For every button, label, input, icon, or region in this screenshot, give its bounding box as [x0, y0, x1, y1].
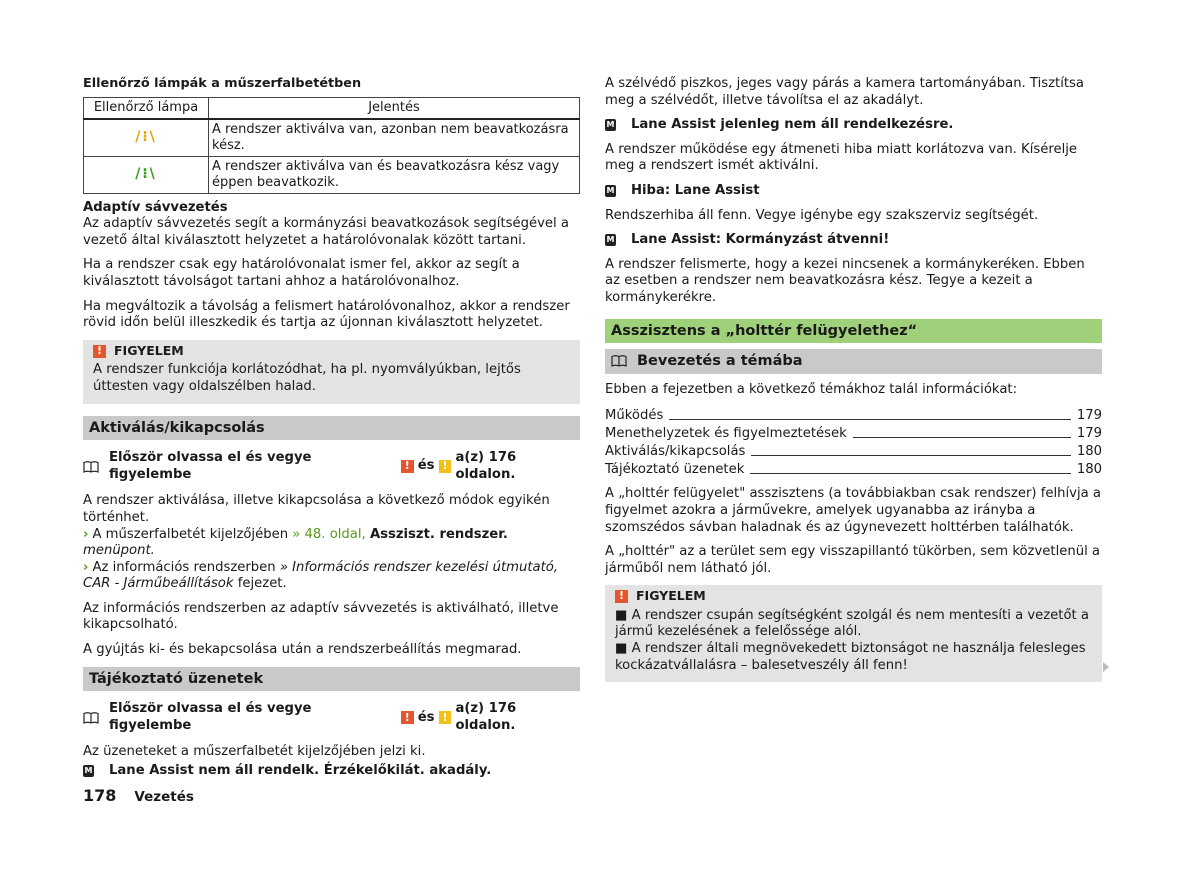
book-icon [83, 712, 99, 724]
lane-assist-yellow-icon: /⁝\ [135, 129, 157, 146]
read-first-page-ref: a(z) 176 oldalon. [455, 701, 517, 733]
meaning-cell: A rendszer aktiválva van és beavatkozásra kész vagy éppen beavatkozik. [209, 156, 580, 193]
warning-header [615, 588, 1092, 605]
warning-yellow-icon: ! [439, 711, 452, 724]
table-row [84, 119, 580, 157]
meaning-cell: A rendszer aktiválva van, azonban nem beavatkozásra kész. [209, 119, 580, 157]
activation-paragraph-2: Az információs rendszerben az adaptív sávvezetés is aktiválható, illetve kikapcsolható. [83, 600, 559, 633]
read-first-text: Először olvassa el és vegye figyelembe [109, 450, 312, 482]
activation-paragraph-1: A rendszer aktiválása, illetve kikapcsolása a következő módok egyikén történhet. [83, 493, 550, 525]
warning-icon: ! [615, 590, 628, 603]
intro-paragraph: Ebben a fejezetben a következő témákhoz talál információkat: [605, 381, 1018, 397]
toc-item[interactable]: Működés 179 [605, 407, 1102, 423]
warning-header [93, 343, 570, 360]
read-first-note [83, 701, 580, 734]
warning-yellow-icon: ! [439, 460, 452, 473]
warning-red-icon: ! [401, 711, 414, 724]
right-column [605, 76, 1102, 694]
message-text: Lane Assist nem áll rendelk. Érzékelőkilát. akadály. [109, 763, 492, 779]
messages-paragraph: Az üzeneteket a műszerfalbetét kijelzőjében jelzi ki. [83, 744, 426, 760]
activation-bullet-2: › Az információs rendszerben » Információs rendszer kezelési útmutató, CAR - Járműbeállítások fejezet. [83, 559, 559, 592]
chapter-name: Vezetés [134, 789, 194, 805]
adaptive-paragraph-2: Ha a rendszer csak egy határolóvonalat ismer fel, akkor az segít a kiválasztott távolságot tartani ahhoz a határolóvonalhoz. [83, 257, 520, 289]
message-item [83, 763, 580, 780]
adaptive-title: Adaptív sávvezetés [83, 199, 228, 215]
warning-red-icon: ! [401, 460, 414, 473]
read-first-and: és [417, 458, 435, 474]
section-intro-title: Bevezetés a témába [637, 353, 803, 370]
message-text: Hiba: Lane Assist [631, 182, 760, 198]
message-item [605, 183, 1102, 200]
lamp-cell [84, 119, 209, 157]
blindspot-paragraph-1: A „holttér felügyelet" asszisztens (a továbbiakban csak rendszer) felhívja a figyelmet azokra a járművekre, amelyek ugyanabba az irányba a szomszédos sávban haladnak és az úgynevezett holttérben találhatók. [605, 486, 1101, 535]
chevron-right-icon: › [83, 526, 89, 542]
section-blindspot: Asszisztens a „holttér felügyelethez“ [605, 319, 1102, 344]
activation-paragraph-3: A gyújtás ki- és bekapcsolása után a rendszerbeállítás megmarad. [83, 642, 522, 658]
section-messages: Tájékoztató üzenetek [83, 667, 580, 692]
toc-list [605, 406, 1102, 478]
lane-assist-green-icon: /⁝\ [135, 166, 157, 183]
lamp-cell [84, 156, 209, 193]
chevron-right-icon: › [83, 559, 89, 575]
adaptive-paragraph-1: Az adaptív sávvezetés segít a kormányzási beavatkozások segítségével a vezető által kiválasztott helyzetet a határolóvonalak között tartani. [83, 216, 569, 248]
page-number: 178 [83, 786, 117, 805]
blindspot-paragraph-2: A „holttér" az a terület sem egy visszapillantó tükörben, sem közvetlenül a járműből nem látható jól. [605, 544, 1101, 576]
message-text: Lane Assist: Kormányzást átvenni! [631, 232, 890, 248]
toc-item[interactable]: Menethelyzetek és figyelmeztetések 179 [605, 425, 1102, 441]
warning-box [605, 585, 1102, 682]
adaptive-paragraph-3: Ha megváltozik a távolság a felismert határolóvonalhoz, akkor a rendszer rövid időn belül illeszkedik és tartja az újonnan kiválasztott helyzetet. [83, 298, 570, 331]
read-first-text: Először olvassa el és vegye figyelembe [109, 701, 312, 733]
book-icon [611, 355, 627, 367]
toc-item[interactable]: Aktiválás/kikapcsolás 180 [605, 443, 1102, 459]
table-row [84, 156, 580, 193]
camera-paragraph: A szélvédő piszkos, jeges vagy párás a kamera tartományában. Tisztítsa meg a szélvédőt, illetve távolítsa el az akadályt. [605, 76, 1084, 108]
page-footer [83, 788, 194, 806]
table-header-meaning: Jelentés [209, 97, 580, 119]
message-explanation: A rendszer működése egy átmeneti hiba miatt korlátozva van. Kísérelje meg a rendszert ismét aktiválni. [605, 141, 1078, 174]
book-icon [83, 461, 99, 473]
warning-title: FIGYELEM [114, 342, 184, 358]
warning-title: FIGYELEM [636, 588, 706, 604]
toc-item[interactable]: Tájékoztató üzenetek 180 [605, 461, 1102, 477]
message-item [605, 232, 1102, 249]
warning-bullet: ■ A rendszer általi megnövekedett biztonságot ne használja felesleges kockázatvállalásra – balesetveszély áll fenn! [615, 641, 1086, 673]
read-first-note [83, 450, 580, 483]
section-activation: Aktiválás/kikapcsolás [83, 416, 580, 441]
display-message-icon: M [83, 765, 94, 777]
read-first-and: és [417, 709, 435, 725]
section-intro [605, 349, 1102, 374]
table-caption: Ellenőrző lámpák a műszerfalbetétben [83, 76, 362, 91]
warning-lamps-table [83, 97, 580, 194]
table-header-lamp: Ellenőrző lámpa [84, 97, 209, 119]
warning-box [83, 340, 580, 404]
message-item [605, 117, 1102, 134]
message-explanation: Rendszerhiba áll fenn. Vegye igénybe egy szakszerviz segítségét. [605, 207, 1039, 223]
warning-text: A rendszer funkciója korlátozódhat, ha pl. nyomvályúkban, lejtős úttesten vagy oldalszélben halad. [93, 362, 521, 394]
continue-arrow-icon [1103, 662, 1109, 672]
display-message-icon: M [605, 185, 616, 197]
message-explanation: A rendszer felismerte, hogy a kezei nincsenek a kormánykeréken. Ebben az esetben a rendszer nem beavatkozásra kész. Tegye a kezeit a kormánykerékre. [605, 256, 1085, 305]
activation-bullet-1: › A műszerfalbetét kijelzőjében » 48. oldal, Assziszt. rendszer. menüpont. [83, 526, 508, 559]
warning-icon: ! [93, 345, 106, 358]
read-first-page-ref: a(z) 176 oldalon. [455, 450, 517, 482]
warning-bullet: ■ A rendszer csupán segítségként szolgál és nem mentesíti a vezetőt a jármű kezelésének a felelőssége alól. [615, 607, 1089, 640]
display-message-icon: M [605, 119, 616, 131]
message-text: Lane Assist jelenleg nem áll rendelkezésre. [631, 117, 954, 133]
page-link[interactable]: » 48. oldal, [292, 526, 366, 542]
left-column [83, 76, 580, 788]
display-message-icon: M [605, 234, 616, 246]
